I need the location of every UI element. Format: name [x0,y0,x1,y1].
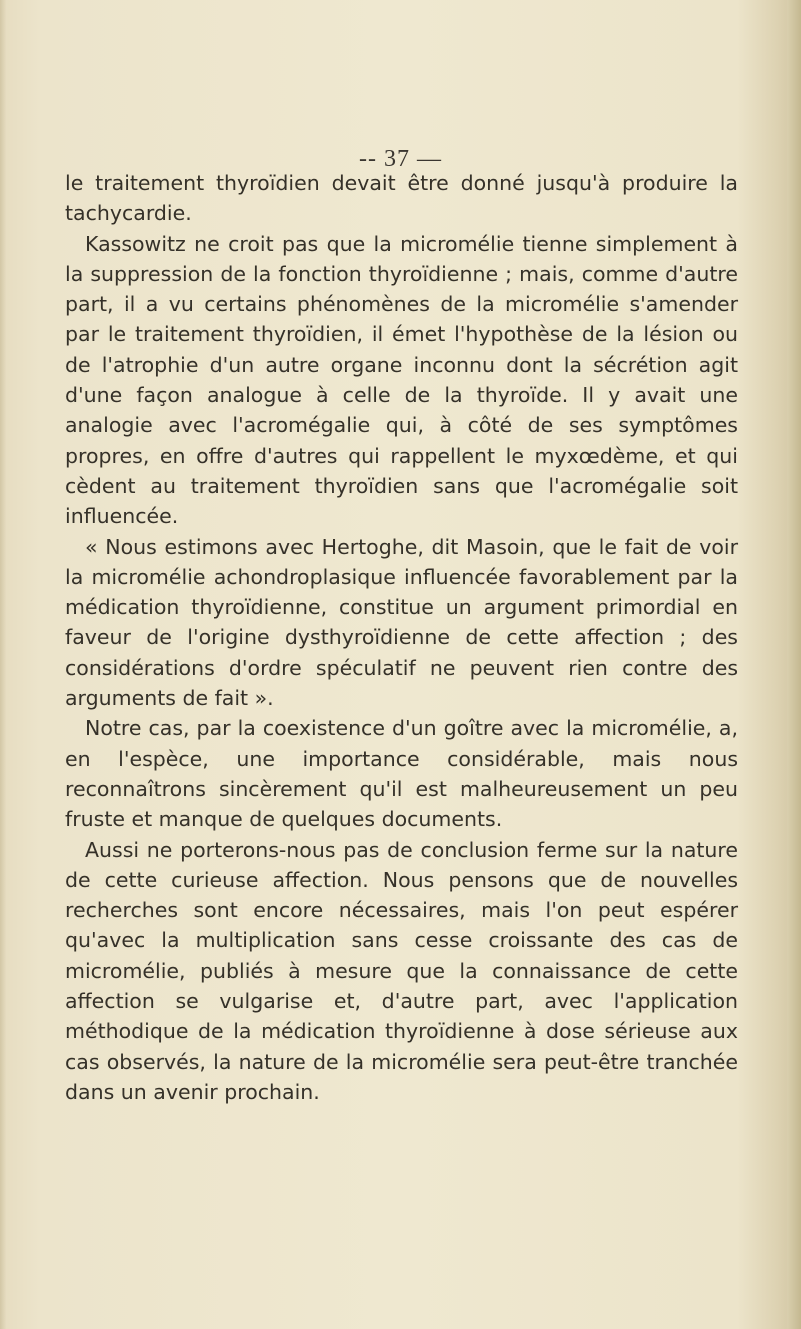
paragraph-5: Aussi ne porterons-nous pas de conclusion ferme sur la nature de cette curieuse affection. Nous pensons que de nouvelles recherches sont encore nécessaires, mais l'on peut espérer qu'avec la multiplication sans cesse croissante des cas de micromélie, publiés à mesure que la connaissance de cette affection se vulgarise et, d'autre part, avec l'application méthodique de la médication thyroïdienne à dose sérieuse aux cas observés, la nature de la micromélie sera peut-être tranchée dans un avenir prochain. [65,837,738,1104]
page-left-edge [0,0,6,1329]
body-text [65,168,738,1107]
paragraph-1: le traitement thyroïdien devait être donné jusqu'à produire la tachycardie. [65,171,738,226]
page-right-edge [787,0,801,1329]
page-number: -- 37 — [359,146,442,172]
paragraph-2: Kassowitz ne croit pas que la micromélie tienne simplement à la suppression de la fonction thyroïdienne ; mais, comme d'autre part, il a vu certains phénomènes de la micromélie s'amender par le traitement thyroïdien, il émet l'hypothèse de la lésion ou de l'atrophie d'un autre organe inconnu dont la sécrétion agit d'une façon analogue à celle de la thyroïde. Il y avait une analogie avec l'acromégalie qui, à côté de ses symptômes propres, en offre d'autres qui rappellent le myxœdème, et qui cèdent au traitement thyroïdien sans que l'acromégalie soit influencée. [65,231,738,529]
paragraph-4: Notre cas, par la coexistence d'un goître avec la micromélie, a, en l'espèce, une importance considérable, mais nous reconnaîtrons sincèrement qu'il est malheureusement un peu fruste et manque de quelques documents. [65,716,738,832]
paragraph-3: « Nous estimons avec Hertoghe, dit Masoin, que le fait de voir la micromélie achondroplasique influencée favorablement par la médication thyroïdienne, constitue un argument primordial en faveur de l'origine dysthyroïdienne de cette affection ; des considérations d'ordre spéculatif ne peuvent rien contre des arguments de fait ». [65,534,738,711]
